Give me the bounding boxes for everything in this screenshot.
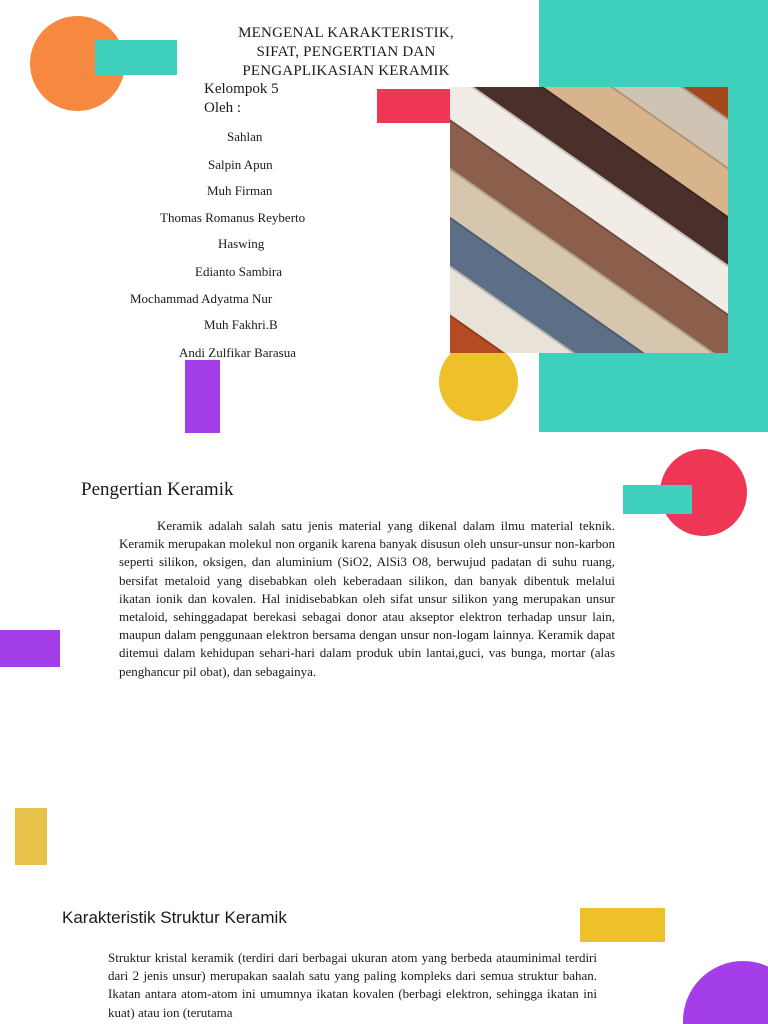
- member-name: Andi Zulfikar Barasua: [179, 345, 296, 360]
- purple-side-bar-decoration: [0, 630, 60, 667]
- structure-paragraph-text: Struktur kristal keramik (terdiri dari berbagai ukuran atom yang berbeda atauminimal terdiri dari 2 jenis unsur) merupakan saalah satu yang paling kompleks dari semua struktur bahan. Ikatan antara atom-atom ini umumnya ikatan kovalen (berbagi elektron, sehingga ikatan ini kuat) atau ion (terutama: [108, 950, 597, 1020]
- by-label: Oleh :: [204, 100, 242, 116]
- member-name: Thomas Romanus Reyberto: [160, 210, 306, 225]
- title-line: SIFAT, PENGERTIAN DAN: [256, 44, 436, 60]
- definition-paragraph: [119, 517, 615, 681]
- member-name: Muh Fakhri.B: [204, 317, 278, 332]
- title-line: PENGAPLIKASIAN KERAMIK: [242, 63, 450, 79]
- definition-paragraph-text: Keramik adalah salah satu jenis material yang dikenal dalam ilmu material teknik. Keramik merupakan molekul non organik karena banyak disusun oleh unsur-unsur non-karbon seperti silikon, oksigen, dan aluminium (SiO2, AlSi3 O8, berwujud padatan di suhu ruang, bersifat metaloid yang disebabkan oleh keberadaan silikon, dan banyak dibentuk melalui ikatan ionik dan kovalen. Hal inidisebabkan oleh sifat unsur silikon yang merupakan unsur metaloid, sehinggadapat berekasi sebagai donor atau akseptor elektron terhadap unsur lain, maupun dalam penggunaan elektron bersama dengan unsur non-logam lainnya. Keramik dapat ditemui dalam kehidupan sehari-hari dalam produk ubin lantai,guci, vas bunga, mortar (alas penghancur pil obat), dan sebagainya.: [119, 518, 615, 679]
- group-label: Kelompok 5: [204, 81, 279, 97]
- member-name: Edianto Sambira: [195, 264, 283, 279]
- red-bar-decoration: [377, 89, 451, 123]
- member-name: Muh Firman: [207, 183, 273, 198]
- teal-small-bar-decoration: [623, 485, 692, 514]
- teal-bar-decoration: [95, 40, 177, 75]
- yellow-circle-decoration: [439, 342, 518, 421]
- purple-bar-decoration: [185, 360, 220, 433]
- member-name: Haswing: [218, 236, 265, 251]
- section-heading-definition: Pengertian Keramik: [81, 479, 234, 500]
- title-line: MENGENAL KARAKTERISTIK,: [238, 25, 454, 41]
- member-name: Salpin Apun: [208, 157, 273, 172]
- mustard-bar-decoration: [15, 808, 47, 865]
- yellow-bar-decoration: [580, 908, 665, 942]
- member-name: Mochammad Adyatma Nur: [130, 291, 273, 306]
- structure-paragraph: [108, 949, 597, 1022]
- member-name: Sahlan: [227, 129, 263, 144]
- group-label-block: [204, 80, 279, 118]
- ceramic-tiles-photo: [450, 87, 728, 353]
- section-heading-structure: Karakteristik Struktur Keramik: [62, 908, 287, 927]
- purple-circle-decoration: [683, 961, 768, 1024]
- document-title: [200, 24, 492, 81]
